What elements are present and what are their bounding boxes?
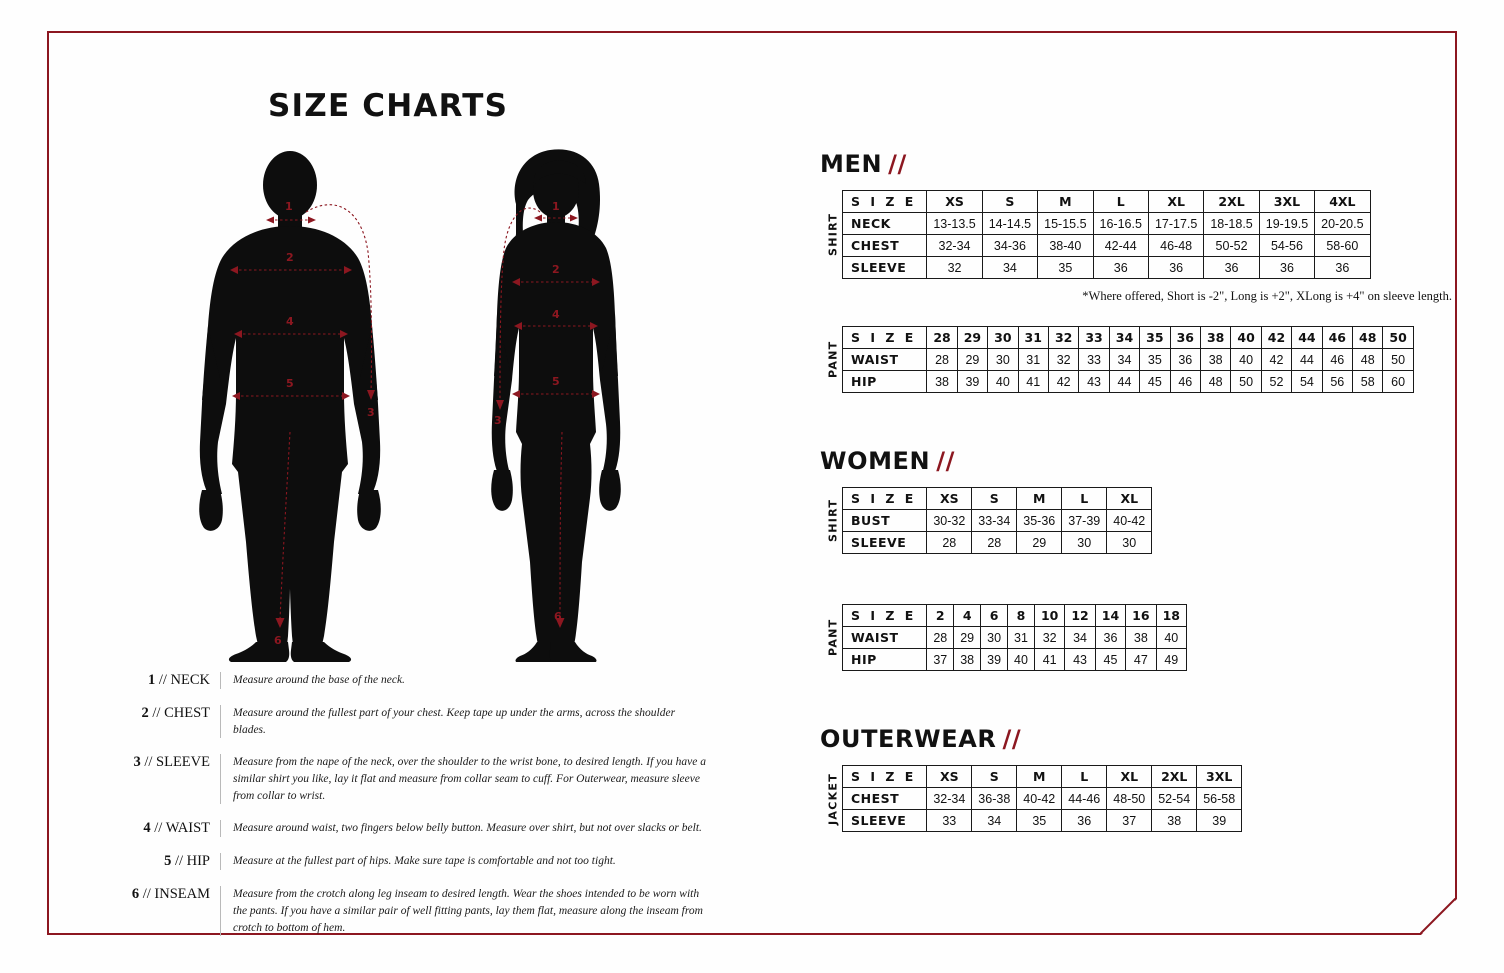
table-cell: 50-52 xyxy=(1204,235,1259,257)
table-cell: 32 xyxy=(1034,627,1064,649)
table-header-cell: 12 xyxy=(1065,605,1095,627)
table-row-key: SLEEVE xyxy=(843,257,927,279)
table-header-cell: 36 xyxy=(1170,327,1200,349)
section-title-women: WOMEN // xyxy=(820,447,955,475)
section-title-men: MEN // xyxy=(820,150,907,178)
table-header-cell: M xyxy=(1038,191,1093,213)
table-cell: 15-15.5 xyxy=(1038,213,1093,235)
table-cell: 41 xyxy=(1018,371,1048,393)
table-cell: 34-36 xyxy=(982,235,1037,257)
table-cell: 36 xyxy=(1204,257,1259,279)
table-cell: 19-19.5 xyxy=(1259,213,1314,235)
list-item xyxy=(110,820,710,837)
table-header-cell: 48 xyxy=(1353,327,1383,349)
table-header-cell: 40 xyxy=(1231,327,1261,349)
table-cell: 29 xyxy=(954,627,981,649)
table-cell: 31 xyxy=(1008,627,1035,649)
table-cell: 34 xyxy=(982,257,1037,279)
list-item xyxy=(110,886,710,936)
table-cell: 32 xyxy=(927,257,982,279)
table-row-key: NECK xyxy=(843,213,927,235)
legend-description: Measure from the crotch along leg inseam to desired length. Wear the shoes intended to be worn with the pants. If you have a similar pair of well fitting pants, lay them flat, measure along the inseam from crotch to bottom of hem. xyxy=(220,886,710,936)
table-header-cell: 28 xyxy=(927,327,957,349)
table-row xyxy=(843,257,1371,279)
table-header-cell: L xyxy=(1093,191,1148,213)
male-silhouette-icon xyxy=(199,151,381,662)
table-cell: 36 xyxy=(1062,810,1107,832)
legend-description: Measure around waist, two fingers below belly button. Measure over shirt, but not over slacks or belt. xyxy=(220,820,710,837)
table-row-key: BUST xyxy=(843,510,927,532)
legend-label: 2 // CHEST xyxy=(141,705,210,721)
table-cell: 32-34 xyxy=(927,235,982,257)
table-cell: 52 xyxy=(1261,371,1291,393)
svg-text:4: 4 xyxy=(552,308,560,321)
table-cell: 36-38 xyxy=(972,788,1017,810)
table-cell: 40-42 xyxy=(1107,510,1152,532)
women-shirt-table-block xyxy=(820,487,1460,554)
female-silhouette-icon xyxy=(491,149,621,662)
table-row xyxy=(843,510,1152,532)
women-pant-table xyxy=(842,604,1187,671)
table-header-cell: 10 xyxy=(1034,605,1064,627)
table-cell: 48 xyxy=(1353,349,1383,371)
table-row-key: SLEEVE xyxy=(843,810,927,832)
outerwear-jacket-table-block xyxy=(820,765,1460,832)
table-cell: 30 xyxy=(1107,532,1152,554)
outerwear-jacket-table xyxy=(842,765,1242,832)
table-header-cell: 46 xyxy=(1322,327,1352,349)
table-row xyxy=(843,235,1371,257)
table-cell: 32 xyxy=(1048,349,1078,371)
table-header-cell: 44 xyxy=(1292,327,1322,349)
men-shirt-table-block xyxy=(820,190,1460,279)
table-cell: 46 xyxy=(1322,349,1352,371)
table-side-label: JACKET xyxy=(826,772,840,825)
svg-text:6: 6 xyxy=(274,634,282,647)
table-cell: 50 xyxy=(1383,349,1413,371)
table-header-size: S I Z E xyxy=(843,191,927,213)
table-cell: 46 xyxy=(1170,371,1200,393)
table-row-key: SLEEVE xyxy=(843,532,927,554)
table-header-cell: S xyxy=(972,766,1017,788)
sleeve-length-note: *Where offered, Short is -2", Long is +2", XLong is +4" on sleeve length. xyxy=(1082,289,1452,303)
table-cell: 42 xyxy=(1048,371,1078,393)
table-cell: 47 xyxy=(1126,649,1156,671)
table-header-cell: 50 xyxy=(1383,327,1413,349)
table-cell: 14-14.5 xyxy=(982,213,1037,235)
table-row xyxy=(843,788,1242,810)
table-header-cell: S xyxy=(982,191,1037,213)
table-row xyxy=(843,605,1187,627)
table-cell: 17-17.5 xyxy=(1148,213,1203,235)
table-cell: 37 xyxy=(927,649,954,671)
table-cell: 40-42 xyxy=(1017,788,1062,810)
table-cell: 30 xyxy=(1062,532,1107,554)
table-cell: 39 xyxy=(957,371,987,393)
legend-description: Measure from the nape of the neck, over the shoulder to the wrist bone, to desired length. If you have a similar shirt you like, lay it flat and measure from collar seam to cuff. For Outerwear, measure sleeve from collar to wrist. xyxy=(220,754,710,804)
table-cell: 56-58 xyxy=(1197,788,1242,810)
table-header-cell: 4XL xyxy=(1315,191,1370,213)
table-row-key: HIP xyxy=(843,649,927,671)
table-cell: 33 xyxy=(927,810,972,832)
table-header-cell: S xyxy=(972,488,1017,510)
measurement-legend xyxy=(110,672,710,952)
table-header-cell: 42 xyxy=(1261,327,1291,349)
table-cell: 42-44 xyxy=(1093,235,1148,257)
table-cell: 48 xyxy=(1200,371,1230,393)
decorative-corner-icon xyxy=(1420,898,1472,950)
legend-label: 4 // WAIST xyxy=(143,820,210,837)
table-cell: 13-13.5 xyxy=(927,213,982,235)
table-side-label: PANT xyxy=(826,340,840,379)
table-header-cell: L xyxy=(1062,488,1107,510)
table-cell: 41 xyxy=(1034,649,1064,671)
table-header-cell: 3XL xyxy=(1259,191,1314,213)
table-header-cell: 16 xyxy=(1126,605,1156,627)
table-header-cell: 8 xyxy=(1008,605,1035,627)
svg-text:2: 2 xyxy=(552,263,560,276)
table-cell: 48-50 xyxy=(1107,788,1152,810)
table-header-cell: XS xyxy=(927,766,972,788)
table-row xyxy=(843,810,1242,832)
table-row-key: HIP xyxy=(843,371,927,393)
table-row xyxy=(843,327,1414,349)
men-shirt-table xyxy=(842,190,1371,279)
table-header-size: S I Z E xyxy=(843,488,927,510)
table-cell: 52-54 xyxy=(1152,788,1197,810)
table-cell: 36 xyxy=(1148,257,1203,279)
table-cell: 36 xyxy=(1259,257,1314,279)
table-cell: 35 xyxy=(1017,810,1062,832)
table-cell: 38 xyxy=(954,649,981,671)
table-cell: 45 xyxy=(1140,371,1170,393)
table-cell: 32-34 xyxy=(927,788,972,810)
table-cell: 35 xyxy=(1140,349,1170,371)
table-cell: 37 xyxy=(1107,810,1152,832)
table-header-cell: 6 xyxy=(981,605,1008,627)
table-row xyxy=(843,349,1414,371)
table-cell: 28 xyxy=(972,532,1017,554)
table-cell: 28 xyxy=(927,627,954,649)
table-cell: 42 xyxy=(1261,349,1291,371)
table-cell: 28 xyxy=(927,532,972,554)
section-title-outerwear: OUTERWEAR // xyxy=(820,725,1022,753)
table-row xyxy=(843,191,1371,213)
svg-text:3: 3 xyxy=(367,406,375,419)
table-header-cell: M xyxy=(1017,488,1062,510)
table-cell: 40 xyxy=(1008,649,1035,671)
table-cell: 33-34 xyxy=(972,510,1017,532)
legend-description: Measure around the base of the neck. xyxy=(220,672,710,689)
table-cell: 39 xyxy=(981,649,1008,671)
list-item xyxy=(110,672,710,689)
table-cell: 34 xyxy=(1109,349,1139,371)
table-cell: 31 xyxy=(1018,349,1048,371)
table-header-cell: XL xyxy=(1107,766,1152,788)
table-cell: 16-16.5 xyxy=(1093,213,1148,235)
table-cell: 38 xyxy=(1126,627,1156,649)
table-cell: 30 xyxy=(981,627,1008,649)
table-cell: 43 xyxy=(1065,649,1095,671)
table-cell: 34 xyxy=(1065,627,1095,649)
table-row xyxy=(843,627,1187,649)
table-cell: 35-36 xyxy=(1017,510,1062,532)
legend-label: 1 // NECK xyxy=(147,672,210,688)
table-header-cell: 38 xyxy=(1200,327,1230,349)
table-cell: 38 xyxy=(1152,810,1197,832)
table-cell: 50 xyxy=(1231,371,1261,393)
svg-text:3: 3 xyxy=(494,414,502,427)
table-header-cell: L xyxy=(1062,766,1107,788)
table-row xyxy=(843,488,1152,510)
men-pant-table xyxy=(842,326,1414,393)
table-header-cell: XL xyxy=(1107,488,1152,510)
table-cell: 18-18.5 xyxy=(1204,213,1259,235)
page-title: SIZE CHARTS xyxy=(268,88,509,124)
table-header-cell: 2 xyxy=(927,605,954,627)
table-cell: 38 xyxy=(927,371,957,393)
table-cell: 49 xyxy=(1156,649,1186,671)
table-cell: 36 xyxy=(1170,349,1200,371)
list-item xyxy=(110,853,710,870)
table-header-cell: 2XL xyxy=(1152,766,1197,788)
table-cell: 37-39 xyxy=(1062,510,1107,532)
table-cell: 44 xyxy=(1109,371,1139,393)
table-header-cell: XS xyxy=(927,488,972,510)
legend-label: 3 // SLEEVE xyxy=(133,754,210,771)
table-cell: 46-48 xyxy=(1148,235,1203,257)
table-header-cell: XS xyxy=(927,191,982,213)
table-header-cell: M xyxy=(1017,766,1062,788)
table-cell: 33 xyxy=(1079,349,1109,371)
table-cell: 58 xyxy=(1353,371,1383,393)
table-header-cell: 33 xyxy=(1079,327,1109,349)
table-row xyxy=(843,649,1187,671)
women-pant-table-block xyxy=(820,604,1460,671)
table-cell: 43 xyxy=(1079,371,1109,393)
legend-label: 5 // HIP xyxy=(164,853,210,870)
table-cell: 36 xyxy=(1095,627,1125,649)
table-cell: 39 xyxy=(1197,810,1242,832)
table-cell: 29 xyxy=(957,349,987,371)
table-header-size: S I Z E xyxy=(843,605,927,627)
men-pant-table-block xyxy=(820,326,1460,393)
table-cell: 38 xyxy=(1200,349,1230,371)
table-side-label: SHIRT xyxy=(826,498,840,543)
table-cell: 45 xyxy=(1095,649,1125,671)
list-item xyxy=(110,754,710,804)
table-cell: 36 xyxy=(1093,257,1148,279)
table-header-cell: 18 xyxy=(1156,605,1186,627)
table-cell: 28 xyxy=(927,349,957,371)
table-header-cell: 34 xyxy=(1109,327,1139,349)
table-row xyxy=(843,766,1242,788)
left-column xyxy=(110,70,790,662)
svg-text:5: 5 xyxy=(286,377,294,390)
table-side-label: PANT xyxy=(826,618,840,657)
table-side-label: SHIRT xyxy=(826,212,840,257)
svg-text:1: 1 xyxy=(552,200,560,213)
table-cell: 54-56 xyxy=(1259,235,1314,257)
table-header-cell: 31 xyxy=(1018,327,1048,349)
table-header-cell: 14 xyxy=(1095,605,1125,627)
table-header-cell: 2XL xyxy=(1204,191,1259,213)
table-cell: 44-46 xyxy=(1062,788,1107,810)
list-item xyxy=(110,705,710,738)
table-cell: 40 xyxy=(1156,627,1186,649)
table-header-size: S I Z E xyxy=(843,766,927,788)
right-column xyxy=(820,150,1460,842)
table-row-key: CHEST xyxy=(843,788,927,810)
table-row-key: CHEST xyxy=(843,235,927,257)
svg-text:5: 5 xyxy=(552,375,560,388)
legend-label: 6 // INSEAM xyxy=(131,886,210,903)
table-row-key: WAIST xyxy=(843,349,927,371)
svg-text:6: 6 xyxy=(554,610,562,623)
table-cell: 34 xyxy=(972,810,1017,832)
legend-description: Measure around the fullest part of your chest. Keep tape up under the arms, across the shoulder blades. xyxy=(220,705,710,738)
svg-text:1: 1 xyxy=(285,200,293,213)
table-header-cell: 29 xyxy=(957,327,987,349)
table-cell: 40 xyxy=(988,371,1018,393)
table-header-size: S I Z E xyxy=(843,327,927,349)
table-row xyxy=(843,371,1414,393)
table-cell: 56 xyxy=(1322,371,1352,393)
table-cell: 30 xyxy=(988,349,1018,371)
table-cell: 60 xyxy=(1383,371,1413,393)
table-header-cell: 30 xyxy=(988,327,1018,349)
svg-text:4: 4 xyxy=(286,315,294,328)
table-cell: 44 xyxy=(1292,349,1322,371)
table-header-cell: 32 xyxy=(1048,327,1078,349)
table-cell: 36 xyxy=(1315,257,1370,279)
table-cell: 58-60 xyxy=(1315,235,1370,257)
table-row-key: WAIST xyxy=(843,627,927,649)
table-cell: 35 xyxy=(1038,257,1093,279)
table-header-cell: 3XL xyxy=(1197,766,1242,788)
svg-text:2: 2 xyxy=(286,251,294,264)
table-header-cell: 4 xyxy=(954,605,981,627)
table-cell: 20-20.5 xyxy=(1315,213,1370,235)
table-cell: 40 xyxy=(1231,349,1261,371)
table-cell: 30-32 xyxy=(927,510,972,532)
table-cell: 29 xyxy=(1017,532,1062,554)
table-header-cell: XL xyxy=(1148,191,1203,213)
table-row xyxy=(843,213,1371,235)
table-header-cell: 35 xyxy=(1140,327,1170,349)
table-cell: 54 xyxy=(1292,371,1322,393)
legend-description: Measure at the fullest part of hips. Make sure tape is comfortable and not too tight. xyxy=(220,853,710,870)
body-measurement-diagram xyxy=(110,142,790,662)
women-shirt-table xyxy=(842,487,1152,554)
table-cell: 38-40 xyxy=(1038,235,1093,257)
table-row xyxy=(843,532,1152,554)
